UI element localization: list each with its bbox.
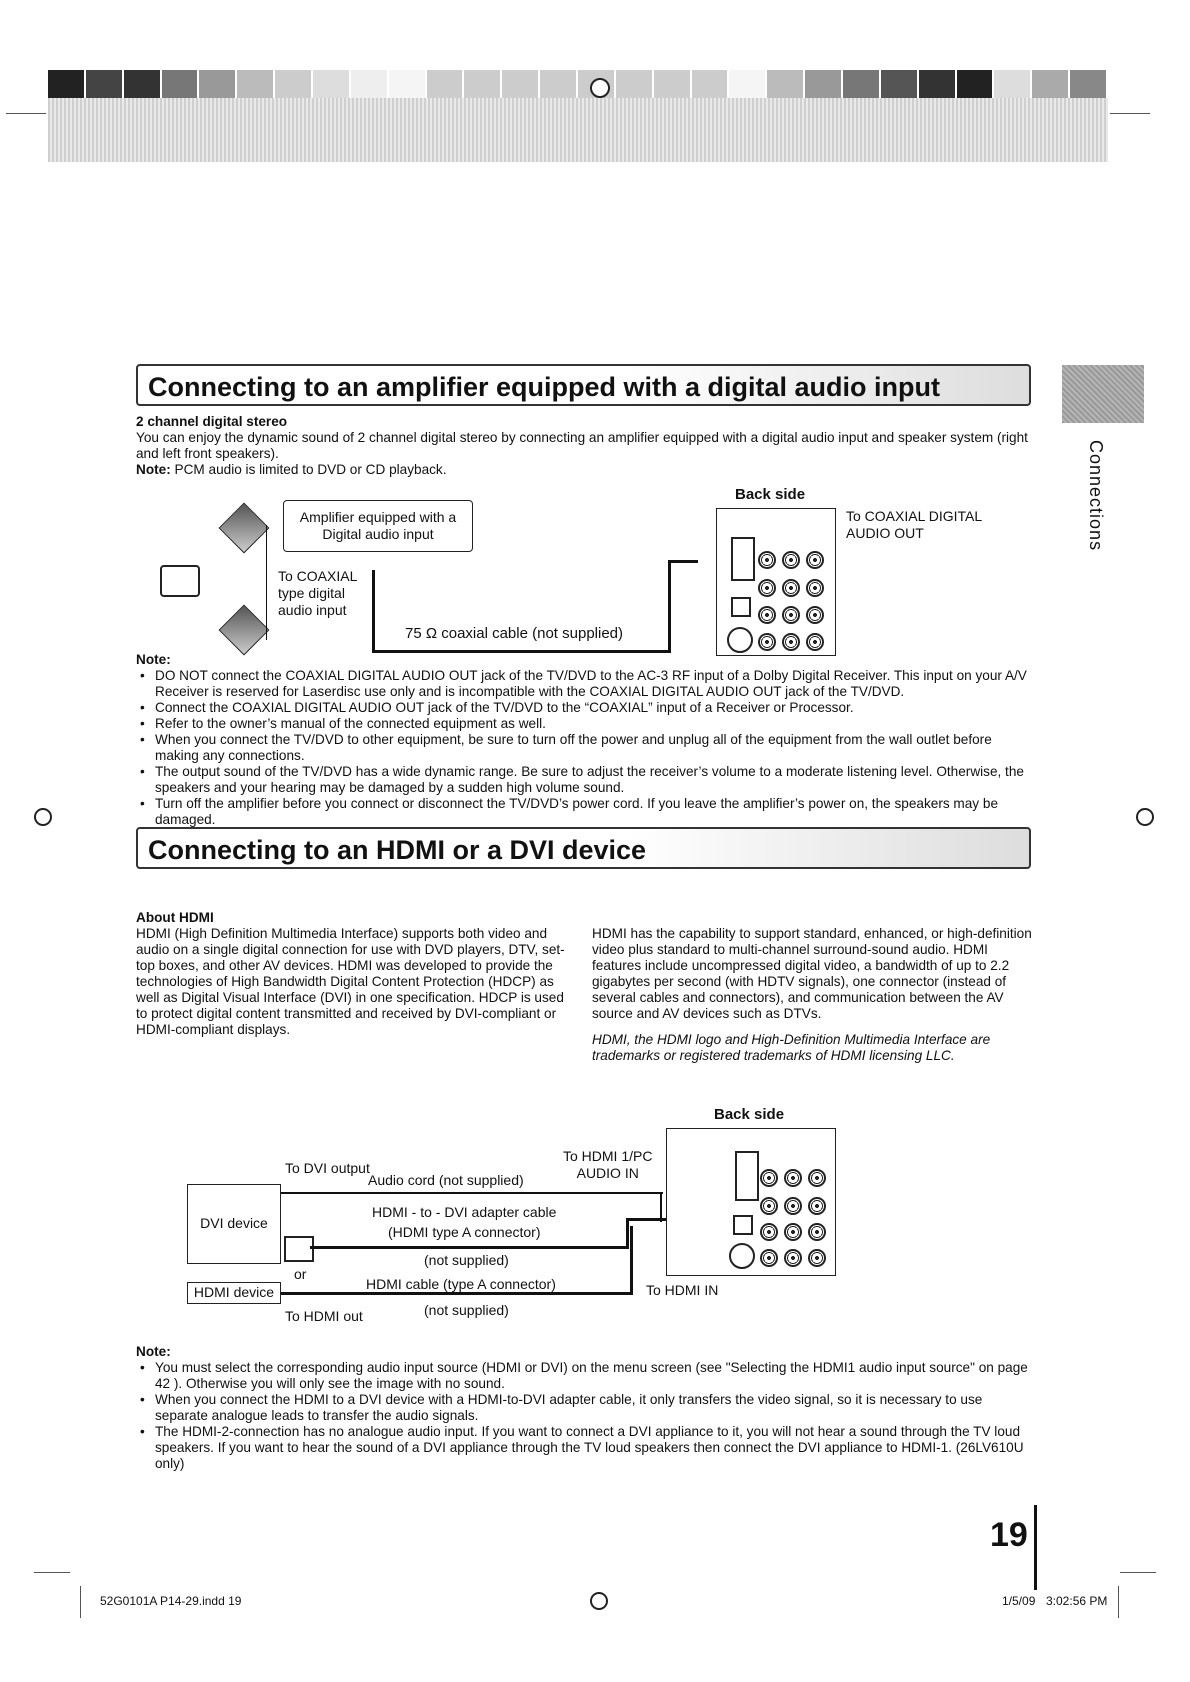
section1-note-label: Note: [136, 462, 171, 477]
footer-time: 3:02:56 PM [1046, 1594, 1108, 1608]
hdmi-device-label: HDMI device [193, 1284, 275, 1300]
footer-file: 52G0101A P14-29.indd 19 [100, 1594, 242, 1608]
vga-port-icon [731, 537, 755, 581]
registration-mark-right [1136, 808, 1154, 826]
svideo-port-icon [727, 627, 753, 653]
to-hdmi1-line1: To HDMI 1/PC [563, 1148, 653, 1164]
page-number: 19 [990, 1516, 1028, 1554]
svideo-port-icon [729, 1243, 755, 1269]
av-jack [784, 1169, 802, 1187]
hdmi-not-supplied-label: (not supplied) [424, 1302, 509, 1318]
coaxial-cable-label: 75 Ω coaxial cable (not supplied) [405, 625, 624, 642]
vga-port-icon [735, 1151, 759, 1201]
crop-mark [1118, 1586, 1119, 1618]
crop-mark [1120, 1572, 1156, 1573]
amp-label-line1: Amplifier equipped with a [299, 509, 457, 525]
to-coaxial-out-label [846, 508, 982, 542]
note-item: • DO NOT connect the COAXIAL DIGITAL AUDIO OUT jack of the TV/DVD to the AC-3 RF input of a Dolby Digital Receiver. This input on your A/V Receiver is reserved for Laserdisc use only and is incompatible with the COAXIAL DIGITAL AUDIO OUT jack of the TV/DVD. [136, 668, 1036, 700]
av-jack [760, 1169, 778, 1187]
speaker-icon [219, 503, 270, 554]
back-side-label: Back side [714, 1106, 785, 1123]
section1-intro: You can enjoy the dynamic sound of 2 channel digital stereo by connecting an amplifier equipped with a digital audio input and speaker system (right and left front speakers). [136, 430, 1028, 461]
section1-notes-label: Note: [136, 652, 171, 667]
crop-mark [80, 1586, 81, 1618]
adapter-cable-line3: (not supplied) [424, 1252, 509, 1268]
dvi-device-label: DVI device [200, 1215, 268, 1231]
audio-cord-label: Audio cord (not supplied) [368, 1172, 524, 1188]
av-jack [784, 1223, 802, 1241]
note-item: • The output sound of the TV/DVD has a wide dynamic range. Be sure to adjust the receiver’s volume to a moderate listening level. Otherwise, the speakers and your hearing may be damaged by a sudden high volume sound. [136, 764, 1036, 796]
tv-back-panel [716, 508, 836, 656]
section-tab [1062, 365, 1144, 423]
note-item: • When you connect the TV/DVD to other equipment, be sure to turn off the power and unplug all of the equipment from the wall outlet before making any connections. [136, 732, 1036, 764]
av-jack [806, 633, 824, 651]
note-item: • Connect the COAXIAL DIGITAL AUDIO OUT jack of the TV/DVD to the “COAXIAL” input of a Receiver or Processor. [136, 700, 1036, 716]
to-hdmi-out-label: To HDMI out [285, 1308, 363, 1324]
section2-notes-label: Note: [136, 1344, 171, 1359]
page-number-rule [1034, 1505, 1037, 1590]
to-coaxial-out-line1: To COAXIAL DIGITAL [846, 508, 983, 524]
av-jack [782, 633, 800, 651]
av-jack [758, 606, 776, 624]
section1-subheading: 2 channel digital stereo [136, 414, 288, 429]
adapter-cable-line1: HDMI - to - DVI adapter cable [372, 1204, 557, 1220]
coaxial-cable [372, 570, 375, 652]
about-hdmi-left [136, 910, 576, 1038]
section1-notes [136, 652, 1036, 828]
section1-intro-block [136, 414, 1036, 478]
about-hdmi-right-text: HDMI has the capability to support standard, enhanced, or high-definition video plus standard to multi-channel surround-sound audio. HDMI features include uncompressed digital video, a bandwidth of up to 2.2 gigabytes per second (with HDTV signals), one connector (instead of several cables and connectors), and communication between the AV source and AV devices such as DTVs. [592, 926, 1032, 1021]
sidebar-label: Connections [1086, 440, 1106, 552]
amplifier-box [283, 500, 473, 552]
av-jack [808, 1169, 826, 1187]
note-item: • When you connect the HDMI to a DVI device with a HDMI-to-DVI adapter cable, it only transfers the video signal, so it is necessary to use separate analogue leads to transfer the audio signals. [136, 1392, 1036, 1424]
av-jack [782, 579, 800, 597]
hdmi-device-box [187, 1282, 281, 1304]
to-coaxial-out-line2: AUDIO OUT [846, 525, 924, 541]
to-hdmi-in-label: To HDMI IN [646, 1282, 719, 1298]
av-jack [806, 579, 824, 597]
av-jack [760, 1249, 778, 1267]
adapter-cable-line2: (HDMI type A connector) [388, 1224, 541, 1240]
hdmi-cable-label: HDMI cable (type A connector) [366, 1276, 556, 1292]
av-jack [758, 633, 776, 651]
note-item: • Turn off the amplifier before you connect or disconnect the TV/DVD’s power cord. If you leave the amplifier’s power on, the speakers may be damaged. [136, 796, 1036, 828]
coaxial-cable [668, 560, 698, 563]
coaxial-cable [668, 560, 671, 653]
to-coaxial-line2: type digital [278, 585, 345, 601]
av-jack [782, 606, 800, 624]
av-jack [758, 579, 776, 597]
registration-mark-bottom [590, 1592, 608, 1610]
footer-date: 1/5/09 [1002, 1594, 1036, 1608]
av-jack [784, 1249, 802, 1267]
coaxial-out-jack [758, 551, 776, 569]
tv-back-panel [666, 1128, 836, 1276]
hdmi-port-icon [731, 597, 751, 617]
av-jack [806, 606, 824, 624]
about-hdmi-right [592, 926, 1032, 1064]
adapter-cable [310, 1246, 628, 1249]
hdmi-cable [281, 1292, 631, 1295]
crop-mark [34, 1572, 70, 1573]
speaker-icon [219, 605, 270, 656]
section1-heading: Connecting to an amplifier equipped with a digital audio input [136, 364, 1031, 406]
to-hdmi1-line2: AUDIO IN [576, 1165, 639, 1181]
hdmi-port-icon [733, 1215, 753, 1235]
dvi-connector-icon [284, 1236, 314, 1262]
or-label: or [294, 1266, 307, 1282]
trademark-text: HDMI, the HDMI logo and High-Definition Multimedia Interface are trademarks or registered trademarks of HDMI licensing LLC. [592, 1032, 991, 1063]
to-coaxial-label [278, 568, 357, 619]
section2-notes [136, 1344, 1036, 1472]
av-jack [806, 551, 824, 569]
back-side-label: Back side [735, 486, 806, 503]
section2-subheading: About HDMI [136, 910, 214, 925]
about-hdmi-left-text: HDMI (High Definition Multimedia Interface) supports both video and audio on a single digital connection for use with DVD players, DTV, set-top boxes, and other AV devices. HDMI was developed to provide the technologies of High Bandwidth Digital Content Protection (HDCP) as well as Digital Visual Interface (DVI) in one specification. HDCP is used to protect digital content transmitted and received by DVI-compliant or HDMI-compliant displays. [136, 926, 565, 1037]
av-jack [760, 1223, 778, 1241]
top-banner-strip [48, 70, 1108, 98]
dvi-device-box [187, 1184, 281, 1264]
registration-mark-left [34, 808, 52, 826]
section1-note-text: PCM audio is limited to DVD or CD playback. [174, 462, 447, 477]
av-jack [782, 551, 800, 569]
crop-mark [6, 113, 46, 114]
crop-mark [1110, 113, 1150, 114]
to-dvi-output-label: To DVI output [285, 1160, 370, 1176]
note-item: • Refer to the owner’s manual of the connected equipment as well. [136, 716, 1036, 732]
note-item: • The HDMI-2-connection has no analogue audio input. If you want to connect a DVI appliance to it, you will not hear a sound through the TV loud speakers. If you want to hear the sound of a DVI appliance through the TV loud speakers then connect the DVI appliance to HDMI-1. (26LV610U only) [136, 1424, 1036, 1472]
remote-icon [160, 565, 200, 597]
registration-mark-top [590, 78, 610, 98]
amp-label-line2: Digital audio input [322, 526, 434, 542]
to-coaxial-line3: audio input [278, 602, 347, 618]
av-jack [808, 1197, 826, 1215]
av-jack [784, 1197, 802, 1215]
audio-cord [281, 1192, 663, 1194]
av-jack [760, 1197, 778, 1215]
to-hdmi1-label [563, 1148, 652, 1182]
av-jack [808, 1249, 826, 1267]
section2-heading: Connecting to an HDMI or a DVI device [136, 827, 1031, 869]
to-coaxial-line1: To COAXIAL [278, 568, 358, 584]
note-item: • You must select the corresponding audio input source (HDMI or DVI) on the menu screen (see "Selecting the HDMI1 audio input source" on page 42 ). Otherwise you will only see the image with no sound. [136, 1360, 1036, 1392]
av-jack [808, 1223, 826, 1241]
